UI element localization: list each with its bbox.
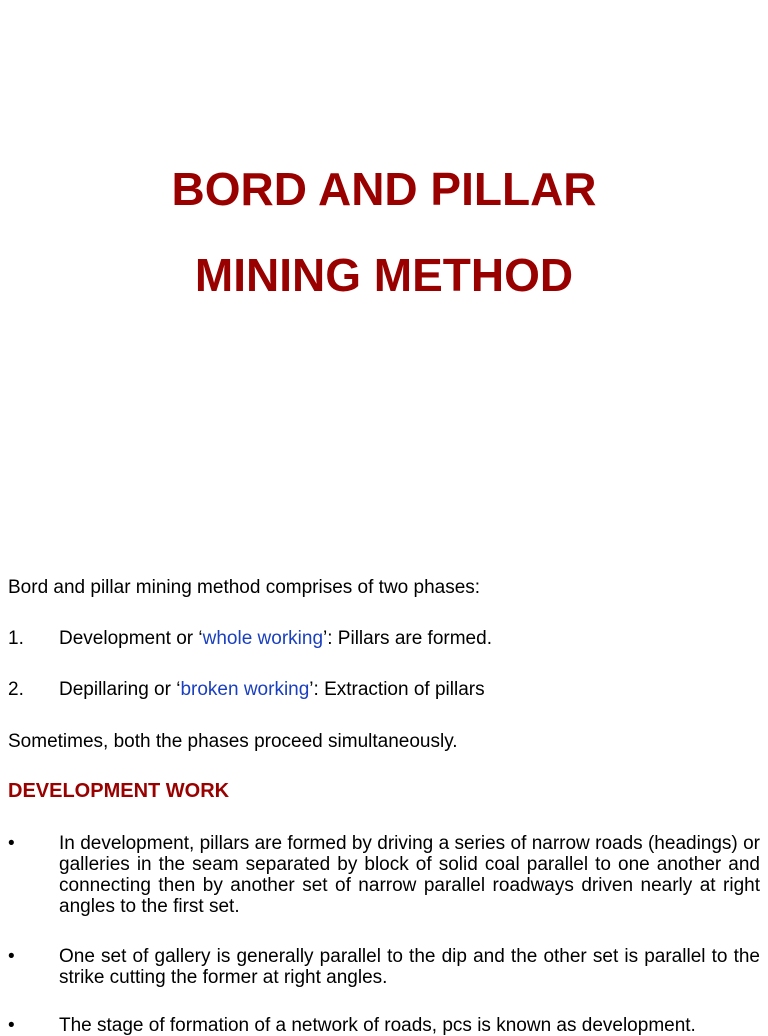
bullet-3-symbol: • <box>8 1015 15 1036</box>
page-title-line-2: MINING METHOD <box>194 249 574 301</box>
phase-2-suffix: ’: Extraction of pillars <box>309 679 485 700</box>
phase-2-prefix: Depillaring or ‘ <box>59 679 181 700</box>
bullet-1-symbol: • <box>8 833 15 854</box>
bullet-3-text: The stage of formation of a network of roads, pcs is known as development. <box>59 1015 696 1036</box>
phase-1-suffix: ’: Pillars are formed. <box>323 628 492 649</box>
phase-2-term: broken working <box>180 679 310 700</box>
phase-1-text <box>59 628 492 650</box>
section-heading: DEVELOPMENT WORK <box>8 780 230 802</box>
intro-text: Bord and pillar mining method comprises of two phases: <box>8 577 481 598</box>
bullet-2-text: One set of gallery is generally parallel to the dip and the other set is parallel to the strike cutting the former at right angles. <box>59 946 760 988</box>
bullet-2-symbol: • <box>8 946 15 967</box>
phase-1-number: 1. <box>8 628 24 649</box>
simultaneous-text: Sometimes, both the phases proceed simultaneously. <box>8 731 458 752</box>
phase-1-term: whole working <box>202 628 324 649</box>
phase-1-prefix: Development or ‘ <box>59 628 203 649</box>
bullet-1-text: In development, pillars are formed by driving a series of narrow roads (headings) or galleries in the seam separated by block of solid coal parallel to one another and connecting then by another set of narrow parallel roadways driven nearly at right angles to the first set. <box>59 833 760 917</box>
phase-2-number: 2. <box>8 679 24 700</box>
phase-2-text <box>59 679 485 701</box>
page-title-line-1: BORD AND PILLAR <box>171 163 597 215</box>
